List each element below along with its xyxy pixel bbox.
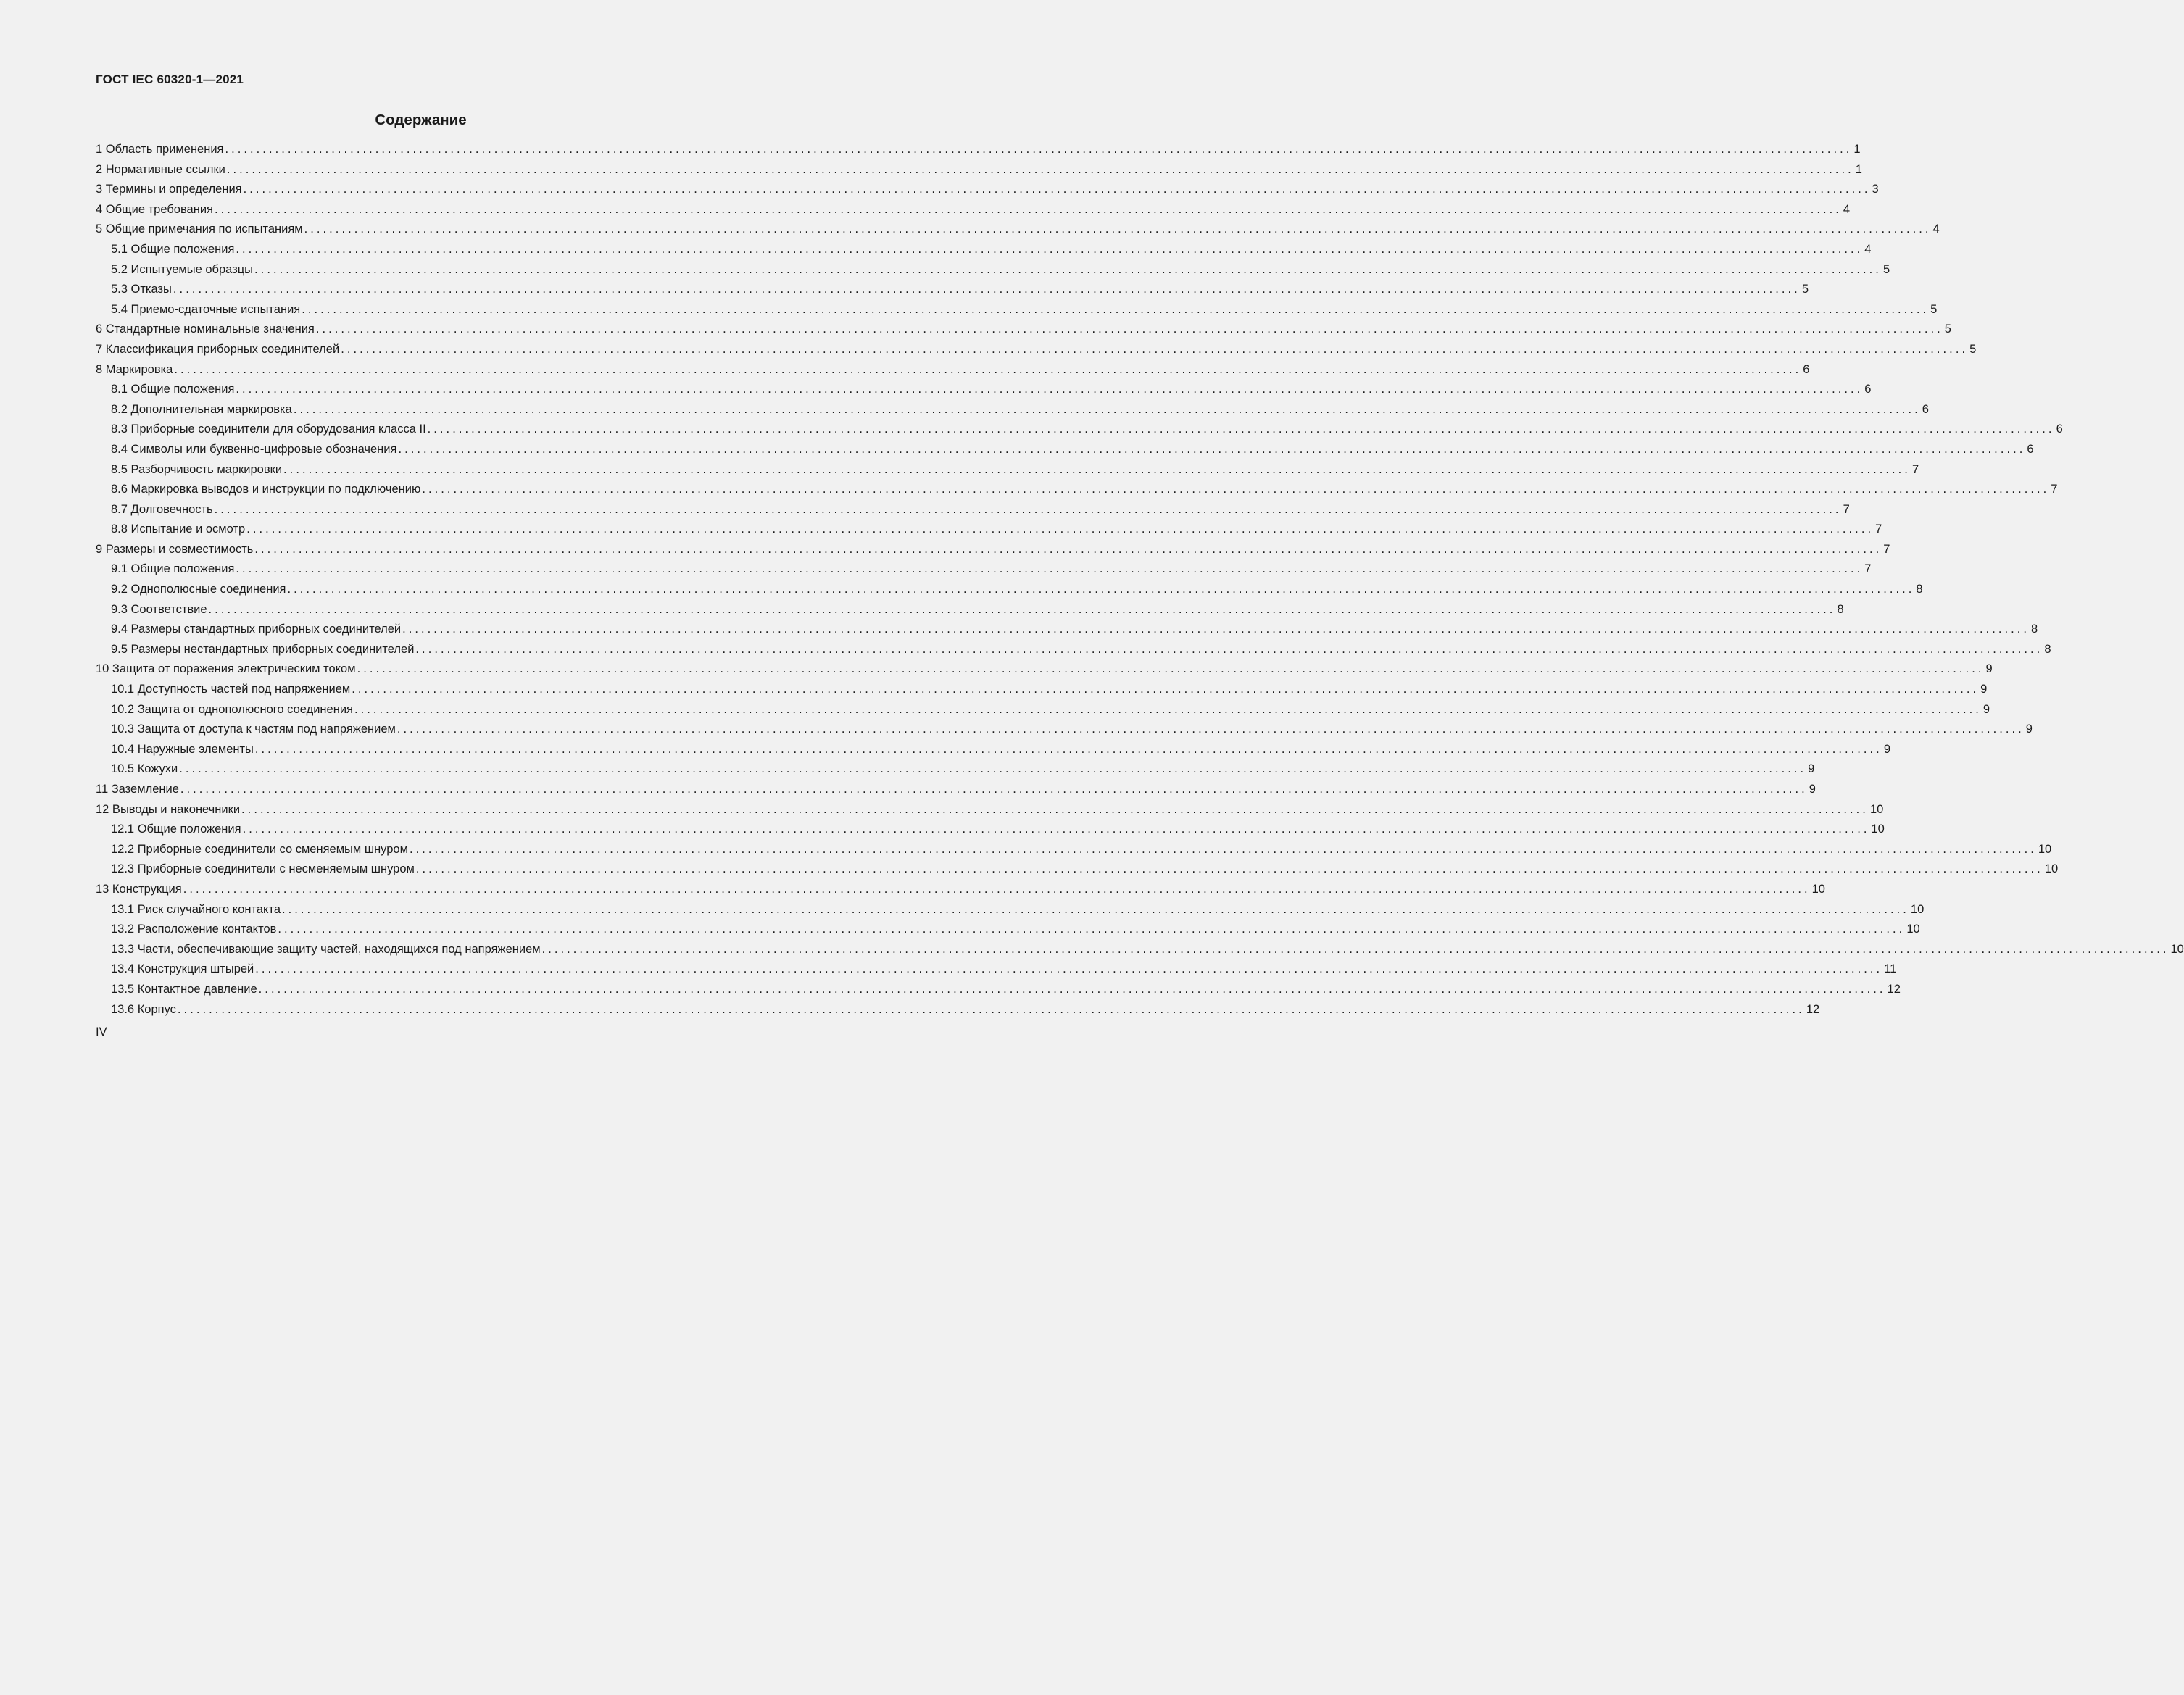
toc-dot-leader: .................................................................................................................................................................................................................................................................... [173,283,1801,296]
toc-entry-page: 10 [1910,902,1925,916]
toc-dot-leader: .................................................................................................................................................................................................................................................................... [246,522,1874,536]
toc-entry-page: 9 [1808,762,1815,776]
toc-entry[interactable] [96,540,1890,560]
toc-entry-page: 8 [1916,583,1923,596]
toc-entry-label: 6 Стандартные номинальные значения [96,322,315,336]
toc-dot-leader: .................................................................................................................................................................................................................................................................... [255,962,1883,976]
toc-entry-label: 8.4 Символы или буквенно-цифровые обозначения [111,442,397,456]
toc-entry[interactable] [96,140,1861,160]
toc-entry-page: 8 [1837,602,1844,616]
toc-dot-leader: .................................................................................................................................................................................................................................................................... [179,762,1807,776]
toc-entry-page: 10 [1811,882,1825,896]
toc-entry-label: 9.1 Общие положения [111,562,235,576]
toc-dot-leader: .................................................................................................................................................................................................................................................................... [254,742,1882,756]
toc-entry-label: 9.5 Размеры нестандартных приборных соединителей [111,642,415,656]
toc-dot-leader: .................................................................................................................................................................................................................................................................... [541,942,2170,956]
toc-dot-leader: .................................................................................................................................................................................................................................................................... [427,422,2055,436]
toc-entry[interactable] [96,920,1920,940]
toc-entry[interactable] [96,680,1988,700]
toc-dot-leader: .................................................................................................................................................................................................................................................................... [278,923,1906,936]
toc-dot-leader: .................................................................................................................................................................................................................................................................... [208,602,1836,616]
toc-entry-page: 4 [1843,202,1851,216]
toc-title: Содержание [375,112,467,128]
toc-entry-label: 5 Общие примечания по испытаниям [96,222,303,236]
toc-entry-page: 10 [1906,923,1920,936]
toc-dot-leader: .................................................................................................................................................................................................................................................................... [402,622,2030,636]
toc-entry-label: 2 Нормативные ссылки [96,162,225,176]
toc-dot-leader: .................................................................................................................................................................................................................................................................... [214,202,1842,216]
toc-dot-leader: .................................................................................................................................................................................................................................................................... [315,322,1943,336]
toc-entry-label: 7 Классификация приборных соединителей [96,342,340,356]
toc-entry-label: 8.3 Приборные соединители для оборудования класса II [111,422,426,436]
toc-entry[interactable] [96,320,1951,340]
toc-entry[interactable] [96,720,2033,740]
table-of-contents [96,140,2184,1020]
toc-entry[interactable] [96,420,2063,440]
toc-entry-label: 8.5 Разборчивость маркировки [111,462,283,476]
toc-entry-label: 13.4 Конструкция штырей [111,962,254,976]
toc-entry-page: 5 [1944,322,1951,336]
toc-entry-label: 10.2 Защита от однополюсного соединения [111,702,353,716]
toc-dot-leader: .................................................................................................................................................................................................................................................................... [241,802,1869,816]
toc-entry[interactable] [96,959,1897,980]
toc-entry-page: 9 [2025,722,2033,736]
toc-entry-label: 12 Выводы и наконечники [96,802,241,816]
toc-dot-leader: .................................................................................................................................................................................................................................................................... [293,402,1921,416]
toc-entry[interactable] [96,800,1884,820]
toc-dot-leader: .................................................................................................................................................................................................................................................................... [243,183,1871,196]
toc-entry-page: 5 [1801,283,1809,296]
toc-entry-label: 13 Конструкция [96,882,182,896]
toc-entry-label: 10.1 Доступность частей под напряжением [111,683,351,696]
toc-entry-label: 3 Термины и определения [96,183,242,196]
toc-entry[interactable] [96,659,1993,680]
toc-entry[interactable] [96,640,2051,660]
toc-entry[interactable] [96,859,2059,880]
toc-dot-leader: .................................................................................................................................................................................................................................................................... [409,842,2037,856]
toc-entry-page: 1 [1855,162,1862,176]
toc-dot-leader: .................................................................................................................................................................................................................................................................... [254,542,1882,556]
toc-entry[interactable] [96,180,1879,200]
toc-dot-leader: .................................................................................................................................................................................................................................................................... [287,583,1915,596]
toc-dot-leader: .................................................................................................................................................................................................................................................................... [236,242,1864,256]
page-number: IV [96,1025,107,1038]
toc-entry-label: 8.1 Общие положения [111,383,235,396]
toc-dot-leader: .................................................................................................................................................................................................................................................................... [422,483,2050,496]
toc-entry-page: 7 [1875,522,1882,536]
toc-entry-page: 7 [1864,562,1872,576]
toc-entry[interactable] [96,340,1977,360]
toc-entry-page: 4 [1864,242,1872,256]
toc-entry-label: 12.3 Приборные соединители с несменяемым шнуром [111,862,415,876]
toc-dot-leader: .................................................................................................................................................................................................................................................................... [415,642,2043,656]
toc-entry-label: 5.4 Приемо-сдаточные испытания [111,302,301,316]
toc-entry[interactable] [96,460,1919,480]
toc-entry-label: 8.8 Испытание и осмотр [111,522,246,536]
toc-dot-leader: .................................................................................................................................................................................................................................................................... [177,1002,1805,1016]
toc-entry-page: 10 [1869,802,1884,816]
toc-entry-page: 10 [2038,842,2052,856]
toc-entry-label: 9.3 Соответствие [111,602,207,616]
toc-entry[interactable] [96,500,1850,520]
toc-entry-label: 12.2 Приборные соединители со сменяемым шнуром [111,842,408,856]
toc-entry[interactable] [96,1000,1820,1020]
toc-entry-page: 6 [1922,402,1929,416]
toc-entry[interactable] [96,520,1882,540]
toc-entry-label: 8.7 Долговечность [111,502,213,516]
toc-dot-leader: .................................................................................................................................................................................................................................................................... [214,502,1842,516]
toc-entry[interactable] [96,820,1885,840]
toc-entry-page: 10 [2044,862,2059,876]
toc-entry[interactable] [96,240,1872,260]
toc-entry[interactable] [96,380,1872,400]
toc-dot-leader: .................................................................................................................................................................................................................................................................... [226,162,1854,176]
toc-entry[interactable] [96,580,1923,600]
toc-dot-leader: .................................................................................................................................................................................................................................................................... [282,902,1909,916]
toc-entry-page: 12 [1887,982,1901,996]
toc-entry[interactable] [96,900,1925,920]
toc-dot-leader: .................................................................................................................................................................................................................................................................... [236,562,1864,576]
toc-entry-page: 4 [1932,222,1940,236]
toc-entry-page: 9 [1985,662,1993,676]
toc-entry-label: 10.5 Кожухи [111,762,178,776]
toc-dot-leader: .................................................................................................................................................................................................................................................................... [302,302,1930,316]
toc-dot-leader: .................................................................................................................................................................................................................................................................... [183,882,1811,896]
toc-entry-label: 5.2 Испытуемые образцы [111,262,254,276]
toc-entry[interactable] [96,759,1815,780]
toc-dot-leader: .................................................................................................................................................................................................................................................................... [283,462,1911,476]
toc-entry[interactable] [96,700,1990,720]
toc-entry-page: 6 [2056,422,2063,436]
toc-entry-page: 12 [1806,1002,1820,1016]
toc-entry[interactable] [96,880,1825,900]
toc-dot-leader: .................................................................................................................................................................................................................................................................... [396,722,2025,736]
toc-dot-leader: .................................................................................................................................................................................................................................................................... [254,262,1882,276]
toc-entry-label: 8 Маркировка [96,362,173,376]
toc-entry-label: 13.3 Части, обеспечивающие защиту частей, находящихся под напряжением [111,942,541,956]
toc-dot-leader: .................................................................................................................................................................................................................................................................... [415,862,2043,876]
toc-entry-label: 9 Размеры и совместимость [96,542,254,556]
toc-entry[interactable] [96,260,1890,280]
toc-entry-page: 5 [1930,302,1938,316]
toc-entry[interactable] [96,300,1938,320]
toc-entry[interactable] [96,280,1809,300]
toc-entry-page: 10 [1871,822,1885,836]
toc-entry-label: 10.3 Защита от доступа к частям под напряжением [111,722,396,736]
toc-entry-label: 9.2 Однополюсные соединения [111,583,286,596]
toc-dot-leader: .................................................................................................................................................................................................................................................................... [236,383,1864,396]
toc-dot-leader: .................................................................................................................................................................................................................................................................... [174,362,1802,376]
toc-dot-leader: .................................................................................................................................................................................................................................................................... [180,783,1808,796]
toc-entry-page: 6 [1803,362,1810,376]
toc-entry-page: 7 [2051,483,2058,496]
toc-entry-label: 12.1 Общие положения [111,822,241,836]
toc-entry-page: 7 [1843,502,1850,516]
toc-entry[interactable] [96,980,1901,1000]
toc-entry-page: 5 [1969,342,1977,356]
toc-entry[interactable] [96,480,2058,500]
toc-entry-page: 6 [2027,442,2034,456]
toc-entry-label: 13.5 Контактное давление [111,982,257,996]
toc-entry-page: 11 [1884,962,1897,976]
toc-entry-label: 13.2 Расположение контактов [111,923,277,936]
toc-entry[interactable] [96,840,2052,860]
toc-dot-leader: .................................................................................................................................................................................................................................................................... [258,982,1886,996]
toc-entry-label: 10 Защита от поражения электрическим током [96,662,356,676]
toc-dot-leader: .................................................................................................................................................................................................................................................................... [352,683,1980,696]
toc-entry[interactable] [96,220,1940,240]
toc-entry[interactable] [96,360,1810,380]
toc-entry[interactable] [96,160,1862,180]
toc-entry-page: 8 [2044,642,2051,656]
toc-dot-leader: .................................................................................................................................................................................................................................................................... [354,702,1982,716]
toc-entry[interactable] [96,940,2184,960]
toc-entry-page: 5 [1882,262,1890,276]
toc-entry-page: 8 [2031,622,2038,636]
toc-entry-label: 8.2 Дополнительная маркировка [111,402,292,416]
toc-entry[interactable] [96,440,2034,460]
toc-entry[interactable] [96,559,1872,580]
toc-dot-leader: .................................................................................................................................................................................................................................................................... [341,342,1969,356]
toc-entry-page: 3 [1872,183,1879,196]
toc-entry[interactable] [96,620,2038,640]
toc-entry-page: 10 [2170,942,2184,956]
toc-dot-leader: .................................................................................................................................................................................................................................................................... [357,662,1985,676]
toc-entry-page: 1 [1853,143,1861,156]
toc-entry-label: 10.4 Наружные элементы [111,742,254,756]
toc-entry-label: 1 Область применения [96,143,224,156]
toc-entry-page: 6 [1864,383,1872,396]
toc-entry-label: 8.6 Маркировка выводов и инструкции по подключению [111,483,421,496]
toc-entry-label: 5.1 Общие положения [111,242,235,256]
toc-dot-leader: .................................................................................................................................................................................................................................................................... [242,822,1870,836]
toc-entry-page: 9 [1980,683,1988,696]
toc-entry[interactable] [96,400,1929,420]
toc-dot-leader: .................................................................................................................................................................................................................................................................... [398,442,2026,456]
toc-entry-label: 11 Заземление [96,783,179,796]
toc-entry[interactable] [96,600,1844,620]
toc-entry[interactable] [96,740,1890,760]
toc-entry[interactable] [96,780,1816,800]
toc-entry[interactable] [96,200,1851,220]
toc-entry-label: 5.3 Отказы [111,283,172,296]
toc-entry-page: 7 [1911,462,1919,476]
toc-dot-leader: .................................................................................................................................................................................................................................................................... [304,222,1932,236]
standard-designation: ГОСТ IEC 60320-1—2021 [96,72,244,86]
toc-entry-label: 13.6 Корпус [111,1002,176,1016]
toc-entry-label: 13.1 Риск случайного контакта [111,902,281,916]
toc-dot-leader: .................................................................................................................................................................................................................................................................... [225,143,1853,156]
toc-entry-page: 9 [1883,742,1890,756]
toc-entry-label: 9.4 Размеры стандартных приборных соединителей [111,622,402,636]
toc-entry-label: 4 Общие требования [96,202,213,216]
toc-entry-page: 9 [1809,783,1816,796]
toc-entry-page: 7 [1883,542,1890,556]
toc-entry-page: 9 [1982,702,1990,716]
